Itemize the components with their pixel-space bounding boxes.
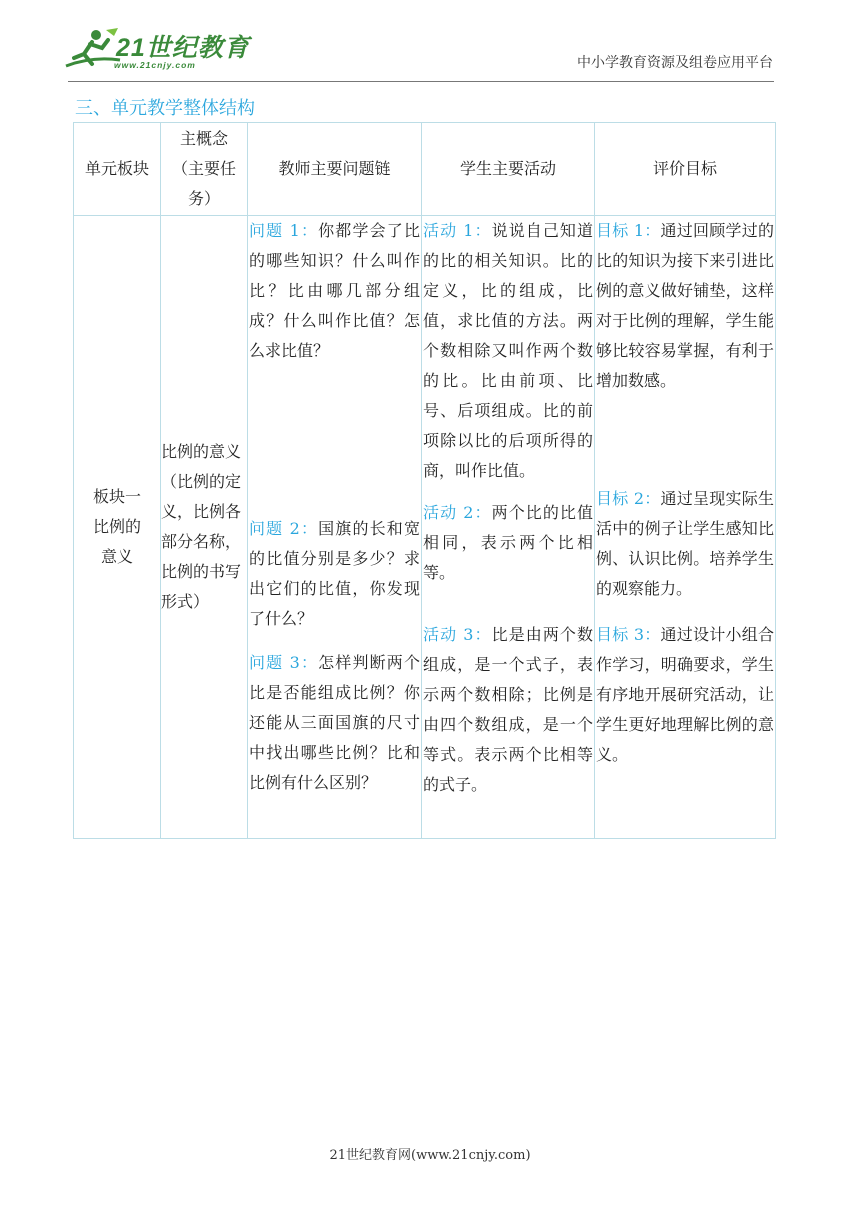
- goal-1: [595, 216, 775, 396]
- question-3-label: 问题 3：: [249, 653, 319, 672]
- module-text: 板块一比例的意义: [92, 487, 141, 566]
- page-header: [0, 0, 860, 90]
- question-1-text: 你都学会了比的哪些知识？什么叫作比？比由哪几部分组成？什么叫作比值？怎么求比值？: [249, 221, 420, 360]
- goal-1-text: 通过回顾学过的比的知识为接下来引进比例的意义做好铺垫，这样对于比例的理解，学生能够比较容易掌握，有利于增加数感。: [596, 221, 774, 390]
- header-goals: 评价目标: [595, 123, 776, 216]
- activity-1-text: 说说自己知道的比的相关知识。: [423, 221, 593, 270]
- activity-2: [422, 498, 594, 588]
- activity-1-label: 活动 1：: [423, 221, 492, 240]
- logo-text: 21世纪教育: [116, 34, 250, 62]
- goal-3: [595, 620, 775, 770]
- header-concept: 主概念（主要任务）: [161, 123, 248, 216]
- header-questions: 教师主要问题链: [248, 123, 422, 216]
- goal-3-label: 目标 3：: [596, 625, 661, 644]
- goal-1-label: 目标 1：: [596, 221, 661, 240]
- platform-name: 中小学教育资源及组卷应用平台: [577, 55, 773, 71]
- logo: [62, 26, 250, 76]
- module-cell: [74, 216, 161, 839]
- activity-3-label: 活动 3：: [423, 625, 492, 644]
- question-3-text: 怎样判断两个比是否能组成比例？你还能从三面国旗的尺寸中找出哪些比例？比和比例有什么区别？: [249, 653, 420, 792]
- activity-1-detail: 比的定义，比的组成，比值，求比值的方法。两个数相除又叫作两个数的比。比由前项、比号、后项组成。比的前项除以比的后项所得的商，叫作比值。: [423, 251, 593, 480]
- section-title: 三、单元教学整体结构: [75, 98, 255, 119]
- header-activities: 学生主要活动: [422, 123, 595, 216]
- activities-cell: [422, 216, 595, 839]
- question-2-label: 问题 2：: [249, 519, 319, 538]
- runner-logo-icon: [62, 26, 122, 76]
- goal-3-text: 通过设计小组合作学习，明确要求，学生有序地开展研究活动，让学生更好地理解比例的意义。: [596, 625, 774, 764]
- header-divider: [68, 81, 774, 82]
- table-row: [74, 216, 776, 839]
- question-3: [248, 648, 421, 798]
- questions-cell: [248, 216, 422, 839]
- concept-text: 比例的意义（比例的定义，比例各部分名称，比例的书写形式）: [161, 442, 242, 611]
- activity-3: [422, 620, 594, 800]
- table-header-row: [74, 123, 776, 216]
- goal-2-text: 通过呈现实际生活中的例子让学生感知比例、认识比例。培养学生的观察能力。: [596, 489, 774, 598]
- question-1-label: 问题 1：: [249, 221, 319, 240]
- activity-3-text: 比是由两个数组成，是一个式子，表示两个数相除；比例是由四个数组成，是一个等式。表示两个比相等的式子。: [423, 625, 593, 794]
- question-2-text: 国旗的长和宽的比值分别是多少？求出它们的比值，你发现了什么？: [249, 519, 420, 628]
- page-footer: 21世纪教育网(www.21cnjy.com): [329, 1148, 531, 1163]
- goal-2-label: 目标 2：: [596, 489, 661, 508]
- logo-url: www.21cnjy.com: [114, 60, 196, 70]
- unit-structure-table: [73, 122, 776, 839]
- concept-cell: [161, 216, 248, 839]
- header-module: 单元板块: [74, 123, 161, 216]
- goals-cell: [595, 216, 776, 839]
- activity-1: [422, 216, 594, 486]
- goal-2: [595, 484, 775, 604]
- activity-2-text: 两个比的比值相同，表示两个比相等。: [423, 503, 593, 582]
- question-2: [248, 514, 421, 634]
- activity-2-label: 活动 2：: [423, 503, 492, 522]
- question-1: [248, 216, 421, 366]
